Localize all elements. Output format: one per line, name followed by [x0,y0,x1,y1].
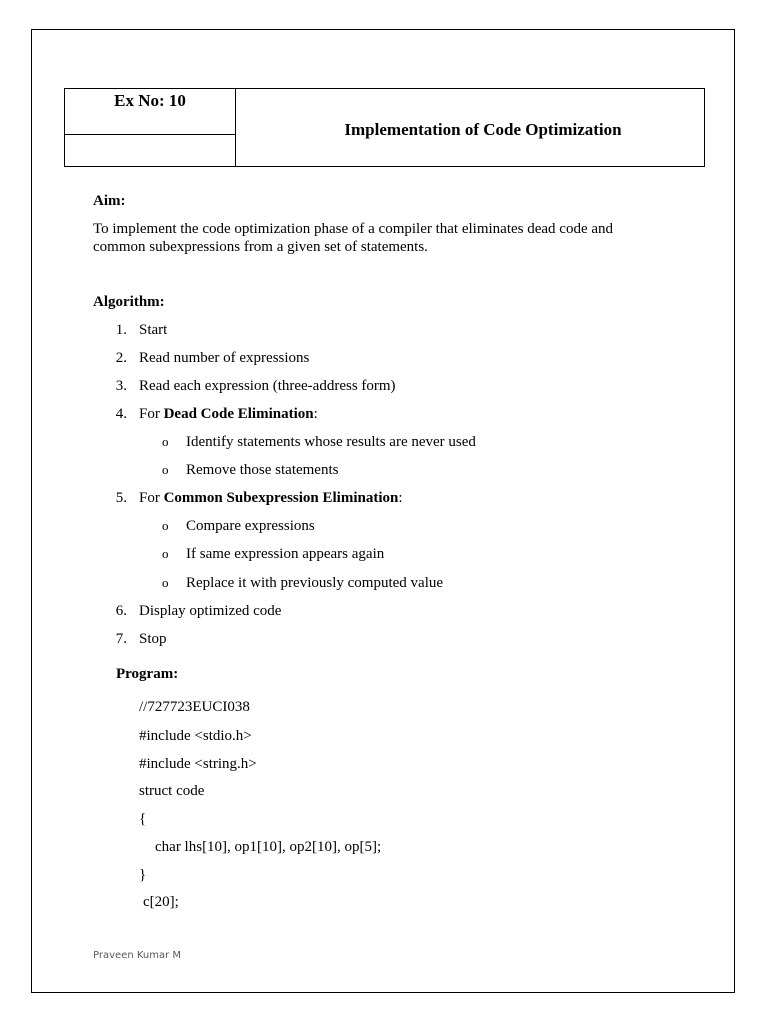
step-number: 1. [115,322,127,338]
step-bold: Dead Code Elimination [163,406,314,422]
step-suffix: : [313,406,318,422]
bullet-icon: o [162,434,169,449]
step-text: Stop [139,631,167,647]
step-number: 6. [115,603,127,619]
step-text [139,405,318,423]
step-prefix: For [139,406,164,422]
code-line: } [139,867,147,883]
sub-item-text: Remove those statements [186,462,339,478]
step-suffix: : [398,490,403,506]
bullet-icon: o [162,462,169,477]
code-line: #include <string.h> [139,756,257,772]
step-text: Read number of expressions [139,350,310,366]
step-number: 5. [115,490,127,506]
step-number: 2. [115,350,127,366]
exercise-number: Ex No: 10 [65,89,236,135]
step-number: 7. [115,631,127,647]
sub-item-text: Replace it with previously computed value [186,575,444,591]
step-text: Start [139,322,168,338]
sub-item-text: Compare expressions [186,518,315,534]
bullet-icon: o [162,546,169,561]
code-line: #include <stdio.h> [139,728,252,744]
step-text: Display optimized code [139,603,282,619]
footer-author: Praveen Kumar M [93,950,182,961]
aim-text: To implement the code optimization phase of a compiler that eliminates dead code and common subexpressions from a given set of statements. [93,221,614,255]
code-line: char lhs[10], op1[10], op2[10], op[5]; [155,839,382,855]
date-cell [65,135,236,167]
sub-item-text: Identify statements whose results are never used [186,434,476,450]
sub-item-text: If same expression appears again [186,546,385,562]
step-number: 3. [115,378,127,394]
program-heading: Program: [116,666,179,682]
bullet-icon: o [162,575,169,590]
aim-heading: Aim: [93,193,126,209]
bullet-icon: o [162,518,169,533]
header-table [64,88,705,167]
step-text: Read each expression (three-address form) [139,378,396,394]
code-line: //727723EUCI038 [139,699,250,715]
step-prefix: For [139,490,164,506]
step-text [139,489,403,507]
code-line: c[20]; [143,894,179,910]
algorithm-heading: Algorithm: [93,294,165,310]
step-number: 4. [115,406,127,422]
experiment-title: Implementation of Code Optimization [236,89,705,167]
page-border [31,29,735,993]
step-bold: Common Subexpression Elimination [163,490,399,506]
code-line: { [139,811,147,827]
code-line: struct code [139,783,205,799]
